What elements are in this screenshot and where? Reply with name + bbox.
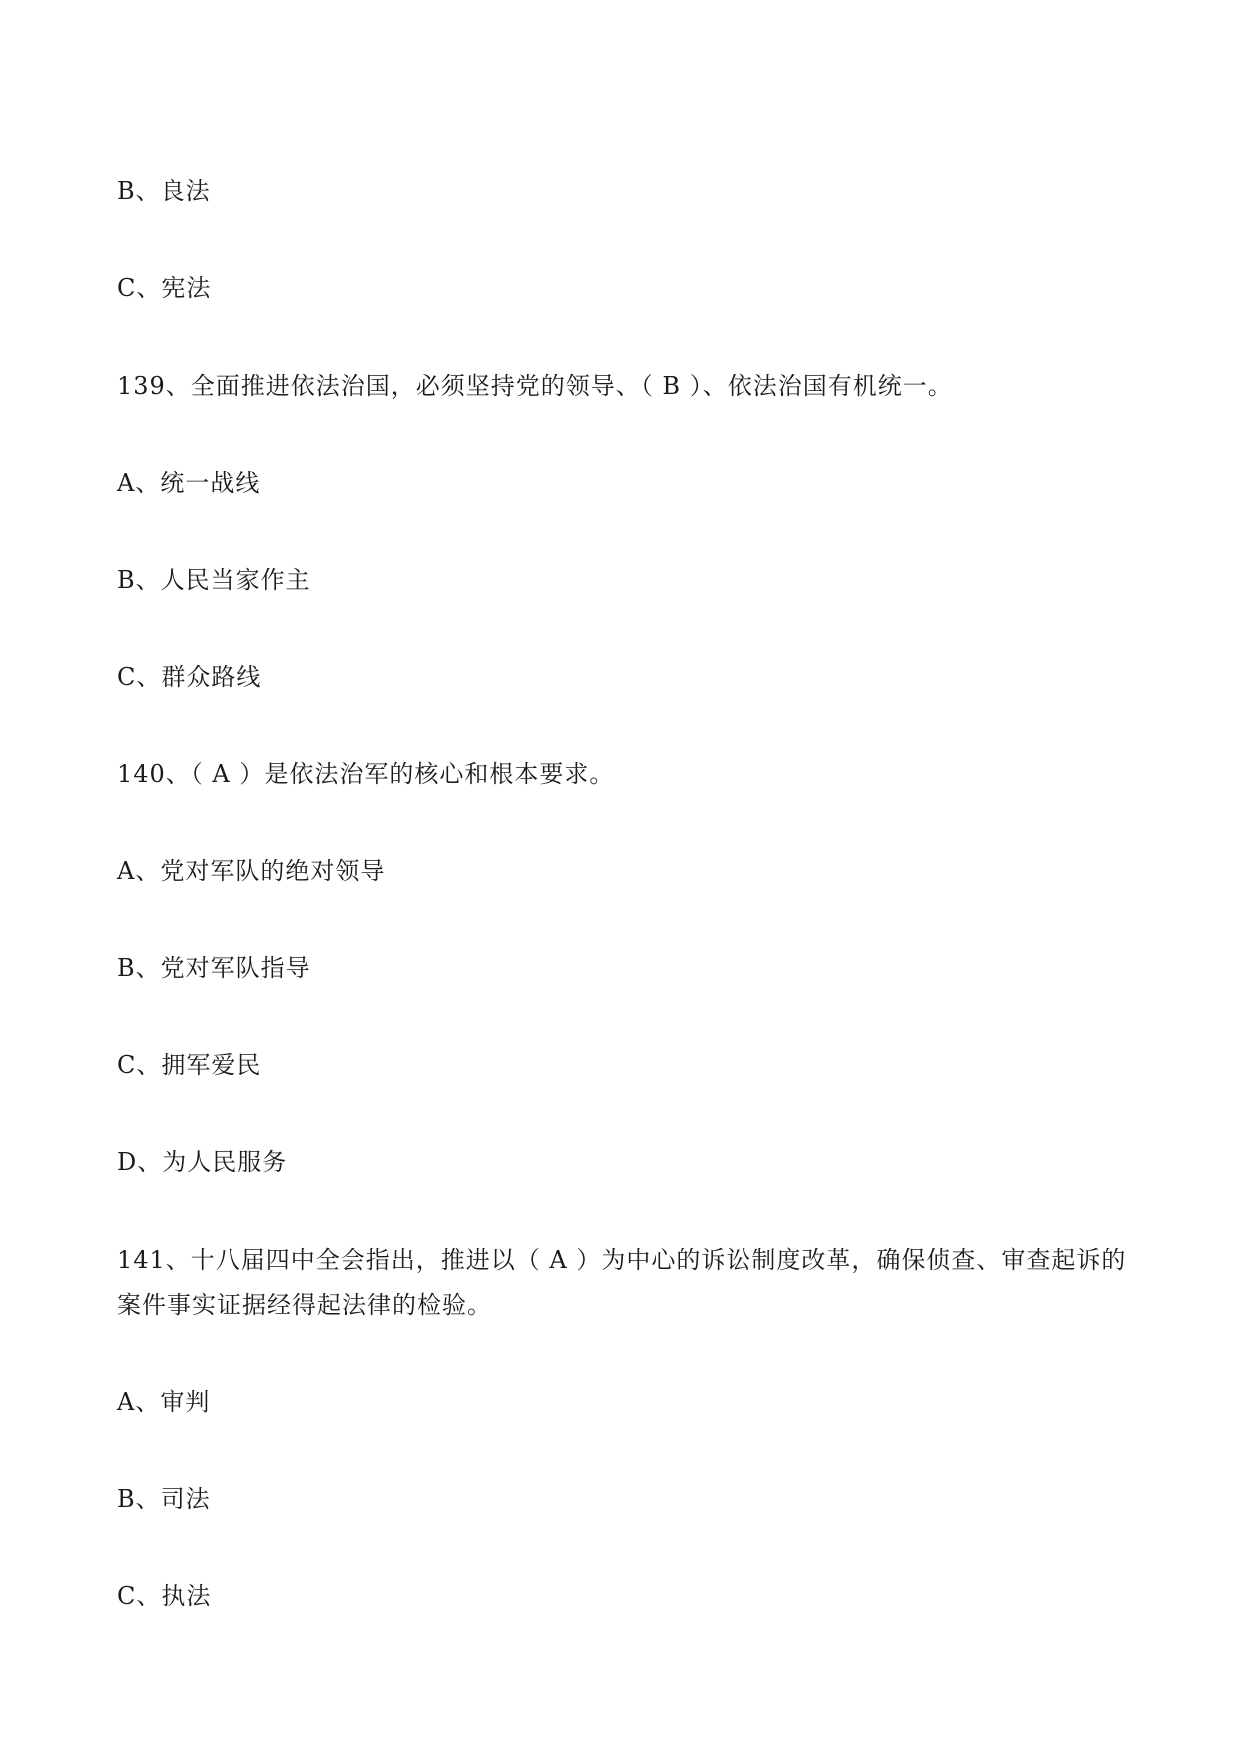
q140-option-c: C、拥军爱民 — [117, 1051, 262, 1079]
q140-question: 140、（ A ）是依法治军的核心和根本要求。 — [117, 760, 615, 788]
q138-option-b: B、良法 — [117, 177, 211, 205]
q139-question: 139、全面推进依法治国，必须坚持党的领导、（ B ）、依法治国有机统一。 — [117, 372, 953, 400]
q140-option-a: A、党对军队的绝对领导 — [117, 857, 386, 885]
q141-option-a: A、审判 — [117, 1388, 211, 1416]
q141-option-c: C、执法 — [117, 1582, 212, 1610]
q139-option-a: A、统一战线 — [117, 469, 261, 497]
q140-option-d: D、为人民服务 — [117, 1148, 288, 1176]
q140-option-b: B、党对军队指导 — [117, 954, 311, 982]
q139-option-c: C、群众路线 — [117, 663, 262, 691]
q141-option-b: B、司法 — [117, 1485, 211, 1513]
q141-question-line2: 案件事实证据经得起法律的检验。 — [117, 1291, 492, 1319]
q141-question-line1: 141、十八届四中全会指出，推进以（ A ）为中心的诉讼制度改革，确保侦查、审查起诉的 — [117, 1246, 1127, 1274]
q139-option-b: B、人民当家作主 — [117, 566, 311, 594]
q138-option-c: C、宪法 — [117, 274, 212, 302]
